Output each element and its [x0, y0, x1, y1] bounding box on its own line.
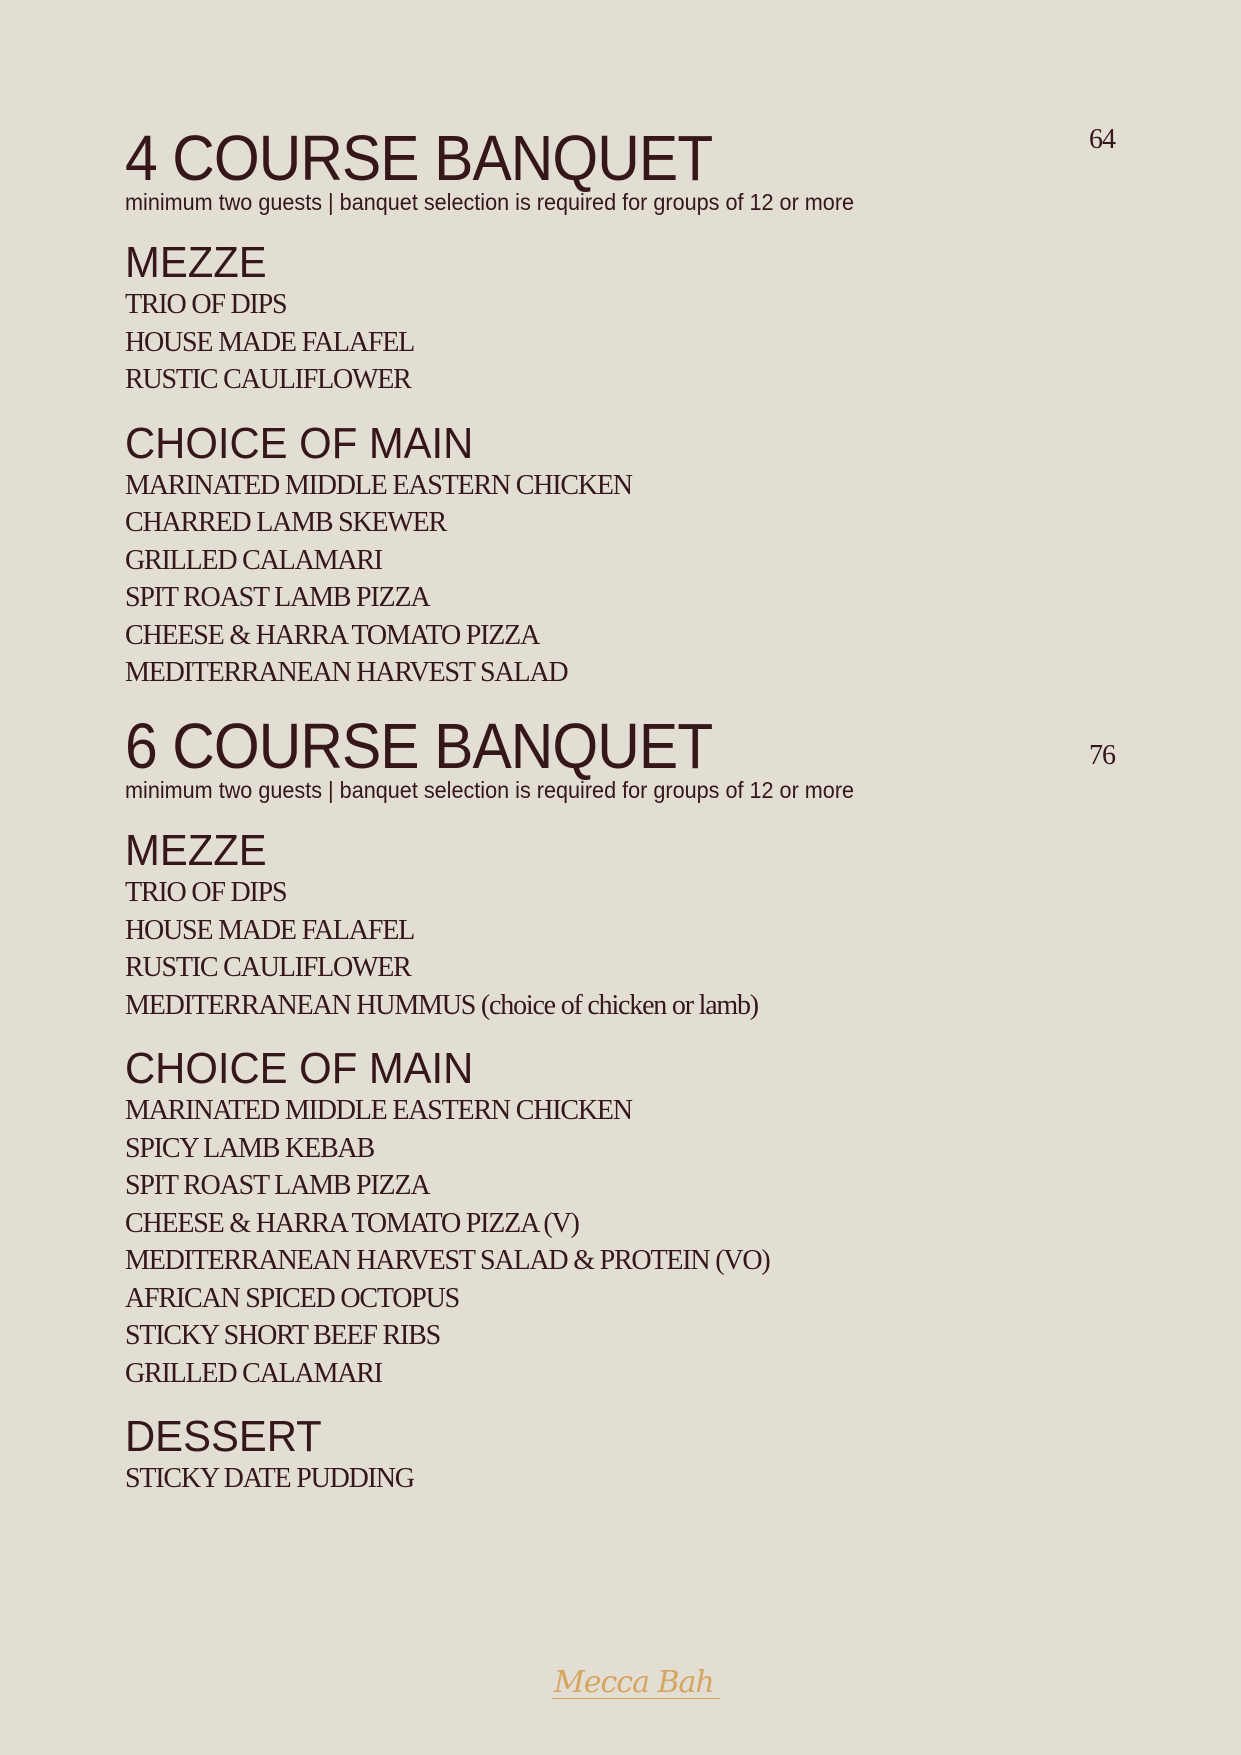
menu-item: RUSTIC CAULIFLOWER — [125, 364, 411, 395]
menu-item: TRIO OF DIPS — [125, 289, 287, 320]
banquet-4-course — [125, 122, 1115, 692]
menu-item: GRILLED CALAMARI — [125, 1357, 382, 1389]
menu-item: HOUSE MADE FALAFEL — [125, 326, 414, 358]
menu-item: STICKY SHORT BEEF RIBS — [125, 1320, 440, 1351]
banquet-title: 6 COURSE BANQUET — [125, 710, 713, 782]
banquet-price: 64 — [1089, 124, 1115, 155]
brand-logo: Mecca Bah — [552, 1668, 720, 1699]
section-title: MEZZE — [125, 238, 267, 287]
item-list — [125, 1460, 1115, 1498]
menu-item: RUSTIC CAULIFLOWER — [125, 952, 411, 983]
menu-item: HOUSE MADE FALAFEL — [125, 914, 414, 946]
menu-item: MARINATED MIDDLE EASTERN CHICKEN — [125, 469, 632, 501]
item-list — [125, 1092, 1115, 1392]
menu-item: SPICY LAMB KEBAB — [125, 1132, 374, 1164]
menu-item: MARINATED MIDDLE EASTERN CHICKEN — [125, 1095, 632, 1126]
section-title: DESSERT — [125, 1412, 322, 1461]
menu-item: GRILLED CALAMARI — [125, 544, 382, 576]
item-list — [125, 874, 1115, 1024]
menu-item: TRIO OF DIPS — [125, 877, 287, 908]
section-title: CHOICE OF MAIN — [125, 1044, 474, 1093]
section-mezze — [125, 240, 1115, 399]
section-choice-of-main — [125, 1046, 1115, 1392]
banquet-title: 4 COURSE BANQUET — [125, 122, 713, 194]
banquet-subtitle: minimum two guests | banquet selection is required for groups of 12 or more — [125, 189, 855, 215]
banquet-subtitle: minimum two guests | banquet selection is required for groups of 12 or more — [125, 777, 855, 803]
section-dessert — [125, 1414, 1115, 1498]
menu-item: CHEESE & HARRA TOMATO PIZZA — [125, 619, 540, 651]
menu-item: MEDITERRANEAN HUMMUS (choice of chicken or lamb) — [125, 989, 758, 1021]
section-choice-of-main — [125, 418, 1115, 692]
menu-item: CHARRED LAMB SKEWER — [125, 507, 446, 538]
banquet-6-course — [125, 710, 1115, 1498]
section-title: MEZZE — [125, 826, 267, 875]
menu-item: AFRICAN SPICED OCTOPUS — [125, 1282, 460, 1314]
section-mezze — [125, 828, 1115, 1024]
section-title: CHOICE OF MAIN — [125, 418, 474, 468]
menu-item: SPIT ROAST LAMB PIZZA — [125, 582, 430, 613]
item-list — [125, 286, 1115, 399]
menu-item: CHEESE & HARRA TOMATO PIZZA (V) — [125, 1207, 579, 1239]
menu-item: STICKY DATE PUDDING — [125, 1463, 414, 1494]
banquet-price: 76 — [1089, 740, 1115, 771]
menu-item: MEDITERRANEAN HARVEST SALAD — [125, 657, 568, 688]
menu-item: SPIT ROAST LAMB PIZZA — [125, 1170, 430, 1201]
menu-item: MEDITERRANEAN HARVEST SALAD & PROTEIN (VO) — [125, 1245, 770, 1276]
item-list — [125, 467, 1115, 692]
